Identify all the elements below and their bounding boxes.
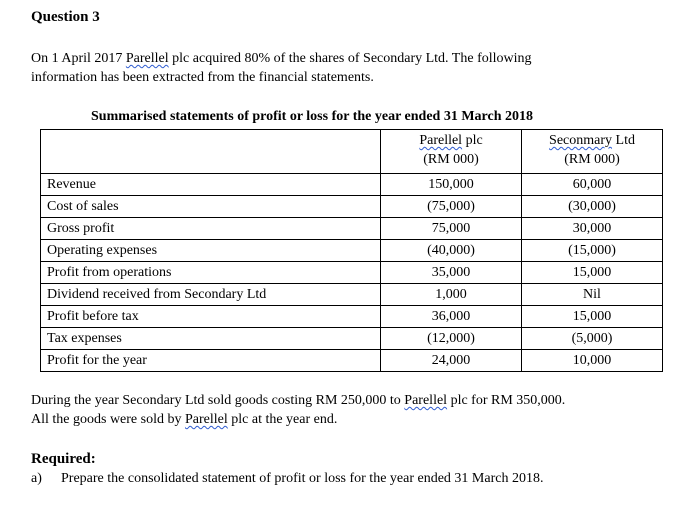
required-item-text: Prepare the consolidated statement of profit or loss for the year ended 31 March 2018.	[61, 471, 544, 486]
table-row	[41, 284, 663, 306]
required-heading: Required:	[31, 451, 96, 467]
header-parellel-name: Parellel	[419, 133, 463, 148]
table-row	[41, 174, 663, 196]
table-row	[41, 350, 663, 372]
table-row	[41, 262, 663, 284]
row-parellel-value: 1,000	[381, 284, 522, 306]
company-name-parellel: Parellel	[404, 393, 448, 408]
table-header-row	[41, 130, 663, 174]
header-secondary-unit: (RM 000)	[564, 152, 620, 167]
row-parellel-value: 35,000	[381, 262, 522, 284]
intro-line-2: information has been extracted from the financial statements.	[31, 70, 374, 85]
table-row	[41, 196, 663, 218]
row-parellel-value: 150,000	[381, 174, 522, 196]
table-row	[41, 328, 663, 350]
header-secondary-name: Seconmary	[549, 133, 613, 148]
required-item-letter: a)	[31, 471, 42, 486]
row-parellel-value: (75,000)	[381, 196, 522, 218]
table-title: Summarised statements of profit or loss for the year ended 31 March 2018	[91, 109, 533, 124]
row-secondary-value: (15,000)	[522, 240, 663, 262]
row-parellel-value: 24,000	[381, 350, 522, 372]
header-parellel-suffix: plc	[462, 133, 483, 148]
table-row	[41, 306, 663, 328]
intro-paragraph	[31, 49, 661, 87]
row-parellel-value: 36,000	[381, 306, 522, 328]
row-label: Gross profit	[41, 218, 381, 240]
table-row	[41, 218, 663, 240]
table-row	[41, 240, 663, 262]
intro-text-1: On 1 April 2017	[31, 51, 126, 66]
row-secondary-value: Nil	[522, 284, 663, 306]
row-secondary-value: 15,000	[522, 306, 663, 328]
row-parellel-value: (40,000)	[381, 240, 522, 262]
row-secondary-value: 30,000	[522, 218, 663, 240]
row-label: Operating expenses	[41, 240, 381, 262]
row-label: Revenue	[41, 174, 381, 196]
row-secondary-value: 60,000	[522, 174, 663, 196]
row-label: Profit for the year	[41, 350, 381, 372]
row-secondary-value: 10,000	[522, 350, 663, 372]
row-label: Dividend received from Secondary Ltd	[41, 284, 381, 306]
header-secondary-suffix: Ltd	[612, 133, 635, 148]
transaction-paragraph	[31, 391, 671, 429]
transaction-text-3: All the goods were sold by	[31, 412, 185, 427]
transaction-text-2: plc for RM 350,000.	[447, 393, 566, 408]
row-secondary-value: 15,000	[522, 262, 663, 284]
required-item	[31, 471, 543, 487]
company-name-parellel: Parellel	[125, 51, 169, 66]
transaction-line-2	[31, 410, 671, 429]
row-label: Profit from operations	[41, 262, 381, 284]
row-label: Cost of sales	[41, 196, 381, 218]
row-label: Profit before tax	[41, 306, 381, 328]
row-parellel-value: 75,000	[381, 218, 522, 240]
row-label: Tax expenses	[41, 328, 381, 350]
profit-loss-table	[40, 129, 663, 372]
header-secondary	[522, 130, 663, 174]
transaction-text-1: During the year Secondary Ltd sold goods costing RM 250,000 to	[31, 393, 405, 408]
header-blank-cell	[41, 130, 381, 174]
transaction-line-1	[31, 391, 671, 410]
intro-line-1	[31, 49, 661, 68]
header-parellel	[381, 130, 522, 174]
transaction-text-4: plc at the year end.	[227, 412, 338, 427]
question-title: Question 3	[31, 9, 100, 25]
row-secondary-value: (5,000)	[522, 328, 663, 350]
row-secondary-value: (30,000)	[522, 196, 663, 218]
intro-text-2: plc acquired 80% of the shares of Secondary Ltd. The following	[168, 51, 532, 66]
header-parellel-unit: (RM 000)	[423, 152, 479, 167]
company-name-parellel: Parellel	[184, 412, 228, 427]
row-parellel-value: (12,000)	[381, 328, 522, 350]
